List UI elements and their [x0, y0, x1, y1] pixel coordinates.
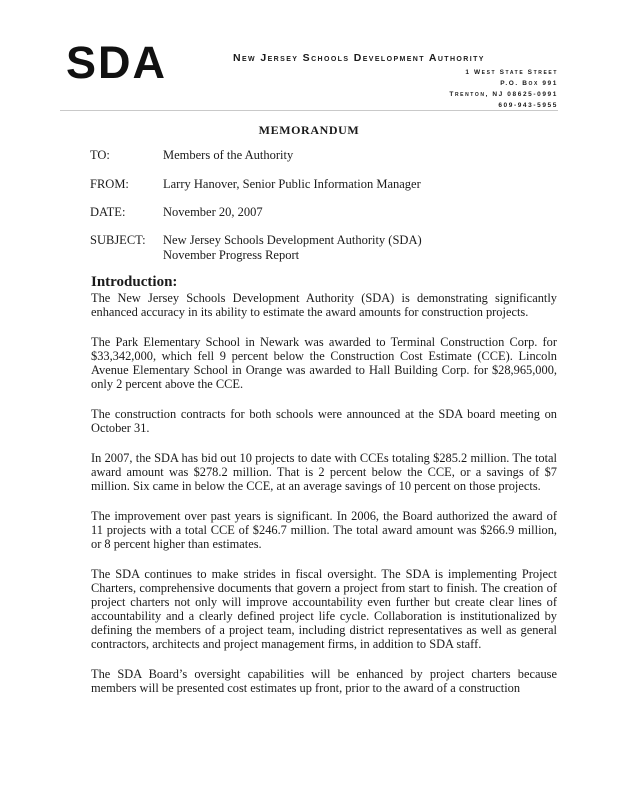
address-line: Trenton, NJ 08625-0991 [449, 91, 558, 98]
body-paragraph: The SDA Board’s oversight capabilities will be enhanced by project charters because members will be presented cost estimates up front, prior to the award of a construction [91, 667, 557, 695]
agency-name: New Jersey Schools Development Authority [233, 52, 485, 64]
to-value: Members of the Authority [163, 148, 294, 162]
address-line: 1 West State Street [465, 69, 558, 76]
address-line: P.O. Box 991 [500, 80, 558, 87]
memo-title: MEMORANDUM [258, 123, 360, 137]
body-paragraph: The SDA continues to make strides in fiscal oversight. The SDA is implementing Project Charters, comprehensive documents that govern a project from start to finish. The creation of project charters not only will improve accountability even further but create clear lines of accountability and a clearly defined project life cycle. Collaboration is institutionalized by defining the members of a project team, including district representatives as well as general contractors, architects and project management firms, in addition to SDA staff. [91, 567, 557, 651]
from-label: FROM: [90, 177, 129, 191]
address-line: 609-943-5955 [498, 102, 558, 109]
body-paragraph: In 2007, the SDA has bid out 10 projects to date with CCEs totaling $285.2 million. The total award amount was $278.2 million. That is 2 percent below the CCE, or a savings of $7 million. Six came in below the CCE, at an average savings of 10 percent on those projects. [91, 451, 557, 493]
memo-body [91, 274, 557, 711]
subject-line: New Jersey Schools Development Authority (SDA) [163, 233, 422, 247]
subject-label: SUBJECT: [90, 233, 146, 247]
from-value: Larry Hanover, Senior Public Information Manager [163, 177, 421, 191]
sda-logo: SDA [66, 37, 168, 88]
subject-line: November Progress Report [163, 248, 300, 262]
body-paragraph: The Park Elementary School in Newark was awarded to Terminal Construction Corp. for $33,342,000, which fell 9 percent below the Construction Cost Estimate (CCE). Lincoln Avenue Elementary School in Orange was awarded to Hall Building Corp. for $28,965,000, only 2 percent above the CCE. [91, 335, 557, 391]
intro-heading: Introduction: [91, 274, 178, 290]
date-label: DATE: [90, 205, 126, 219]
letterhead-divider [60, 110, 558, 111]
body-paragraph: The construction contracts for both schools were announced at the SDA board meeting on October 31. [91, 407, 557, 435]
body-paragraph: The New Jersey Schools Development Authority (SDA) is demonstrating significantly enhanced accuracy in its ability to estimate the award amounts for construction projects. [91, 291, 557, 319]
to-label: TO: [90, 148, 110, 162]
body-paragraph: The improvement over past years is significant. In 2006, the Board authorized the award of 11 projects with a total CCE of $246.7 million. The total award amount was $266.9 million, or 8 percent higher than estimates. [91, 509, 557, 551]
agency-address [449, 67, 558, 111]
date-value: November 20, 2007 [163, 205, 263, 219]
subject-value [163, 233, 553, 263]
